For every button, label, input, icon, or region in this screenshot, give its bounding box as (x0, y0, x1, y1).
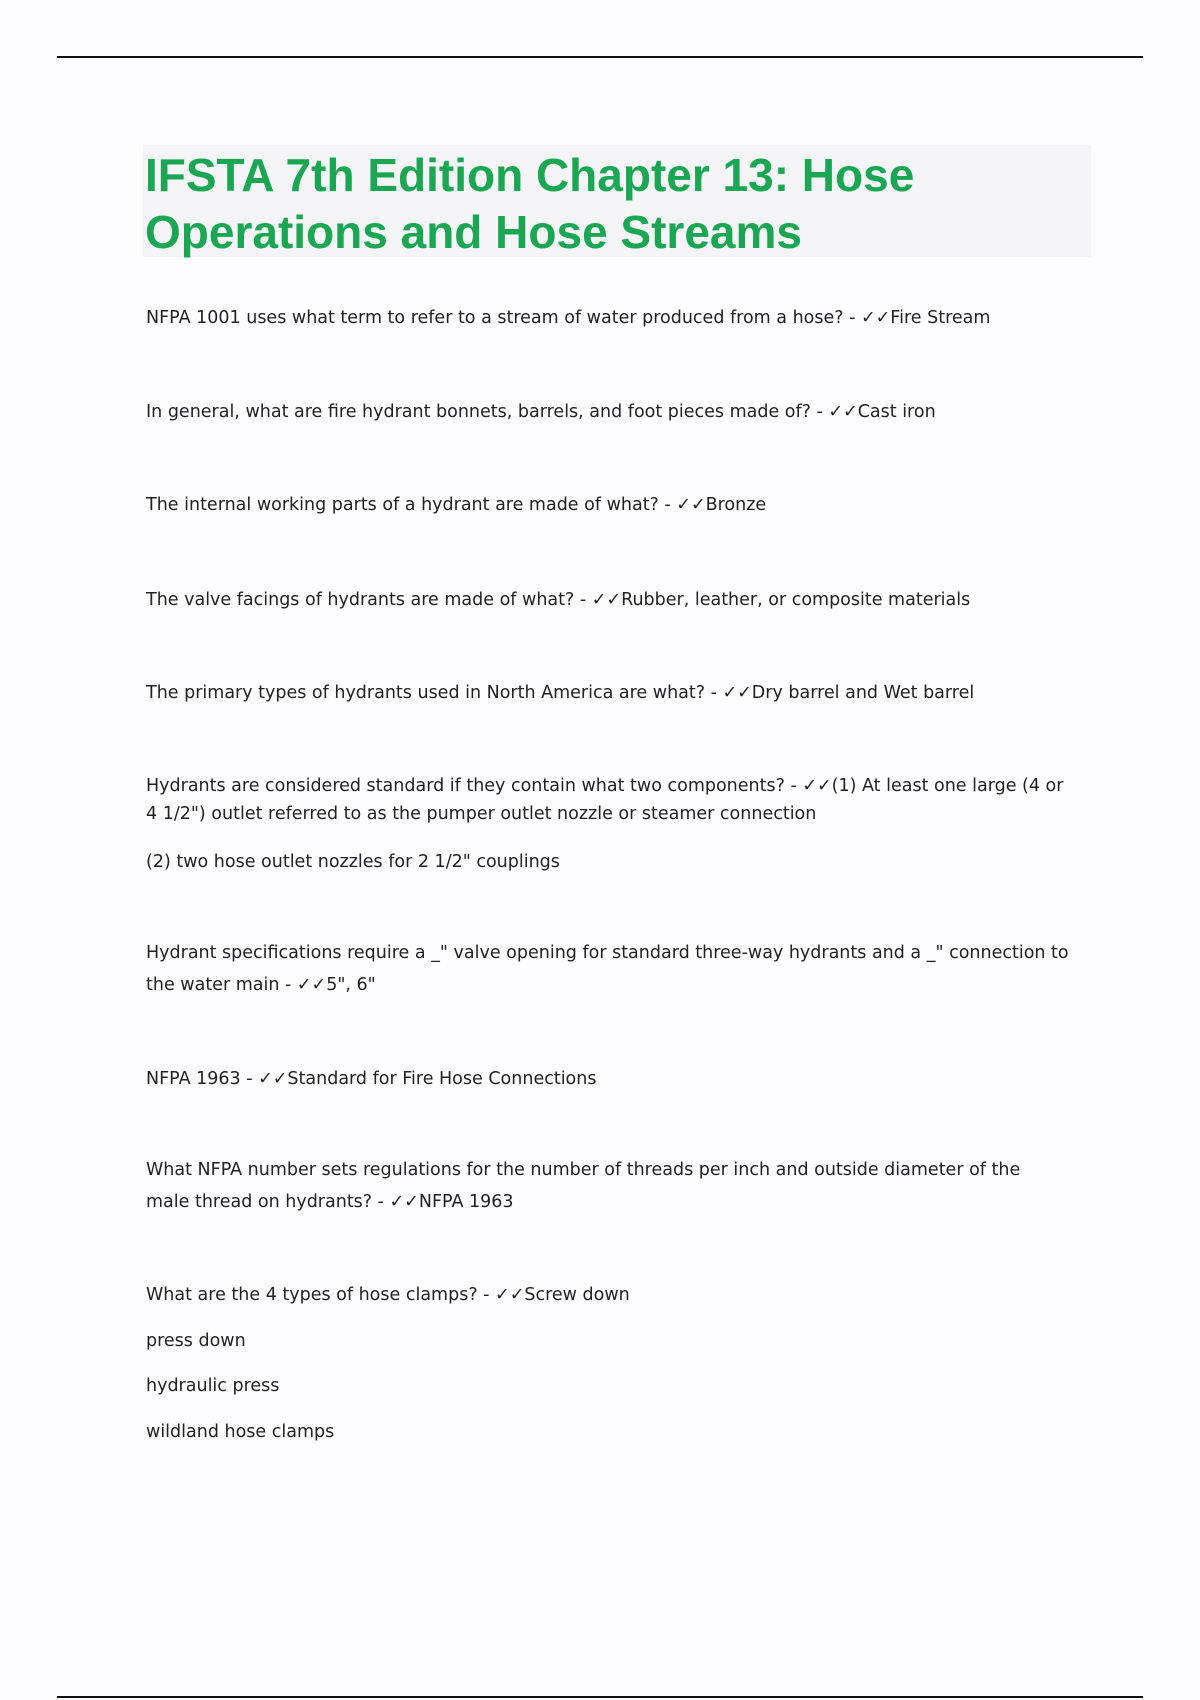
qa-item-6 (146, 772, 1096, 828)
qa-line: NFPA 1001 uses what term to refer to a stream of water produced from a hose? - ✓✓Fire Stream (146, 308, 991, 328)
qa-item-10-extra-2: hydraulic press (146, 1376, 280, 1396)
qa-item-10-extra-1: press down (146, 1331, 246, 1351)
qa-item-4 (146, 584, 1096, 616)
qa-line: What NFPA number sets regulations for the number of threads per inch and outside diameter of the (146, 1160, 1021, 1180)
title-line-1: IFSTA 7th Edition Chapter 13: Hose (145, 149, 915, 201)
qa-line: the water main - ✓✓5", 6" (146, 975, 376, 995)
qa-item-7 (146, 937, 1096, 1001)
qa-item-1 (146, 302, 1096, 334)
title-line-2: Operations and Hose Streams (145, 206, 802, 258)
qa-line: The internal working parts of a hydrant are made of what? - ✓✓Bronze (146, 495, 767, 515)
qa-line: The primary types of hydrants used in North America are what? - ✓✓Dry barrel and Wet barrel (146, 683, 975, 703)
qa-line: NFPA 1963 - ✓✓Standard for Fire Hose Connections (146, 1069, 597, 1089)
qa-item-3 (146, 489, 1096, 521)
title-block (143, 145, 1091, 257)
qa-line: 4 1/2") outlet referred to as the pumper outlet nozzle or steamer connection (146, 804, 817, 824)
qa-line: In general, what are fire hydrant bonnets, barrels, and foot pieces made of? - ✓✓Cast iron (146, 402, 936, 422)
qa-item-9 (146, 1154, 1096, 1218)
qa-item-8 (146, 1063, 1096, 1095)
page-title (145, 147, 914, 261)
top-rule (57, 56, 1143, 58)
qa-item-2 (146, 396, 1096, 428)
qa-item-10 (146, 1279, 1096, 1311)
qa-line: Hydrant specifications require a _" valve opening for standard three-way hydrants and a _" connection to (146, 943, 1069, 963)
qa-item-6-extra: (2) two hose outlet nozzles for 2 1/2" couplings (146, 852, 560, 872)
qa-line: The valve facings of hydrants are made of what? - ✓✓Rubber, leather, or composite materials (146, 590, 971, 610)
qa-line: What are the 4 types of hose clamps? - ✓✓Screw down (146, 1285, 630, 1305)
qa-line: male thread on hydrants? - ✓✓NFPA 1963 (146, 1192, 514, 1212)
qa-item-5 (146, 677, 1096, 709)
bottom-rule (57, 1696, 1143, 1698)
qa-line: Hydrants are considered standard if they contain what two components? - ✓✓(1) At least one large (4 or (146, 776, 1064, 796)
qa-item-10-extra-3: wildland hose clamps (146, 1422, 335, 1442)
